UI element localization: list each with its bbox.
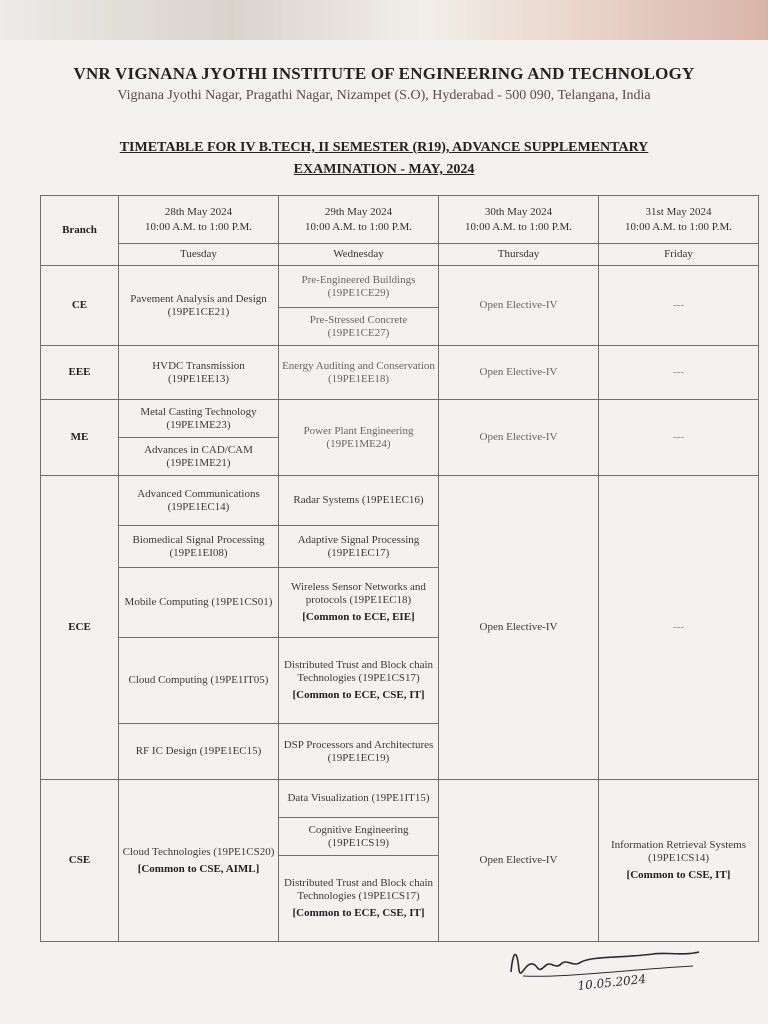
date-header-1: 28th May 2024 10:00 A.M. to 1:00 P.M. <box>119 196 279 244</box>
branch-cse: CSE <box>41 780 119 942</box>
branch-header: Branch <box>41 196 119 266</box>
exam-timetable <box>40 195 759 942</box>
common-note: [Common to CSE, AIML] <box>137 862 260 875</box>
common-note: [Common to ECE, CSE, IT] <box>292 907 425 919</box>
day-header-2: Wednesday <box>279 244 439 266</box>
ece-tue-subject-3: Mobile Computing (19PE1CS01) <box>119 568 279 638</box>
signature <box>503 940 703 1000</box>
ece-wed-subject-1: Radar Systems (19PE1EC16) <box>279 476 439 526</box>
me-thu-subject: Open Elective-IV <box>439 400 599 476</box>
cse-tue-subject: Cloud Technologies (19PE1CS20) [Common to CSE, AIML] <box>119 780 279 942</box>
ece-wed-subject-4: Distributed Trust and Block chain Technologies (19PE1CS17) [Common to ECE, CSE, IT] <box>279 638 439 724</box>
ece-fri-subject: --- <box>599 476 759 780</box>
cse-thu-subject: Open Elective-IV <box>439 780 599 942</box>
me-fri-subject: --- <box>599 400 759 476</box>
ece-wed-subject-2: Adaptive Signal Processing (19PE1EC17) <box>279 526 439 568</box>
cse-wed-subject-2: Cognitive Engineering (19PE1CS19) <box>279 818 439 856</box>
common-note: [Common to CSE, IT] <box>626 869 731 881</box>
date-header-3: 30th May 2024 10:00 A.M. to 1:00 P.M. <box>439 196 599 244</box>
ece-tue-subject-1: Advanced Communications (19PE1EC14) <box>119 476 279 526</box>
cse-fri-subject: Information Retrieval Systems (19PE1CS14) [Common to CSE, IT] <box>599 780 759 942</box>
branch-ece: ECE <box>41 476 119 780</box>
date-header-4: 31st May 2024 10:00 A.M. to 1:00 P.M. <box>599 196 759 244</box>
eee-thu-subject: Open Elective-IV <box>439 346 599 400</box>
day-header-3: Thursday <box>439 244 599 266</box>
ce-thu-subject: Open Elective-IV <box>439 266 599 346</box>
date-header-2: 29th May 2024 10:00 A.M. to 1:00 P.M. <box>279 196 439 244</box>
ece-wed-subject-3: Wireless Sensor Networks and protocols (19PE1EC18) [Common to ECE, EIE] <box>279 568 439 638</box>
day-header-4: Friday <box>599 244 759 266</box>
branch-me: ME <box>41 400 119 476</box>
ce-wed-subject-1: Pre-Engineered Buildings (19PE1CE29) <box>279 266 439 308</box>
timetable-title-line2: EXAMINATION - MAY, 2024 <box>293 162 475 177</box>
institute-address: Vignana Jyothi Nagar, Pragathi Nagar, Nizampet (S.O), Hyderabad - 500 090, Telangana, India <box>117 88 651 103</box>
me-wed-subject: Power Plant Engineering (19PE1ME24) <box>279 400 439 476</box>
ece-wed-subject-5: DSP Processors and Architectures (19PE1EC19) <box>279 724 439 780</box>
day-header-1: Tuesday <box>119 244 279 266</box>
ce-wed-subject-2: Pre-Stressed Concrete (19PE1CE27) <box>279 308 439 346</box>
me-tue-subject-1: Metal Casting Technology (19PE1ME23) <box>119 400 279 438</box>
cse-wed-subject-3: Distributed Trust and Block chain Technologies (19PE1CS17) [Common to ECE, CSE, IT] <box>279 856 439 942</box>
ce-fri-subject: --- <box>599 266 759 346</box>
branch-ce: CE <box>41 266 119 346</box>
timetable-title-line1: TIMETABLE FOR IV B.TECH, II SEMESTER (R19), ADVANCE SUPPLEMENTARY <box>119 140 649 155</box>
scan-top-border <box>0 0 768 40</box>
eee-wed-subject: Energy Auditing and Conservation (19PE1EE18) <box>279 346 439 400</box>
ece-tue-subject-4: Cloud Computing (19PE1IT05) <box>119 638 279 724</box>
institute-name: VNR VIGNANA JYOTHI INSTITUTE OF ENGINEERING AND TECHNOLOGY <box>73 64 695 83</box>
eee-tue-subject: HVDC Transmission (19PE1EE13) <box>119 346 279 400</box>
svg-text:10.05.2024: 10.05.2024 <box>576 971 647 993</box>
ece-tue-subject-2: Biomedical Signal Processing (19PE1EI08) <box>119 526 279 568</box>
common-note: [Common to ECE, EIE] <box>302 611 415 623</box>
ece-thu-subject: Open Elective-IV <box>439 476 599 780</box>
common-note: [Common to ECE, CSE, IT] <box>292 689 425 701</box>
me-tue-subject-2: Advances in CAD/CAM (19PE1ME21) <box>119 438 279 476</box>
ece-tue-subject-5: RF IC Design (19PE1EC15) <box>119 724 279 780</box>
ce-tue-subject: Pavement Analysis and Design (19PE1CE21) <box>119 266 279 346</box>
branch-eee: EEE <box>41 346 119 400</box>
eee-fri-subject: --- <box>599 346 759 400</box>
cse-wed-subject-1: Data Visualization (19PE1IT15) <box>279 780 439 818</box>
